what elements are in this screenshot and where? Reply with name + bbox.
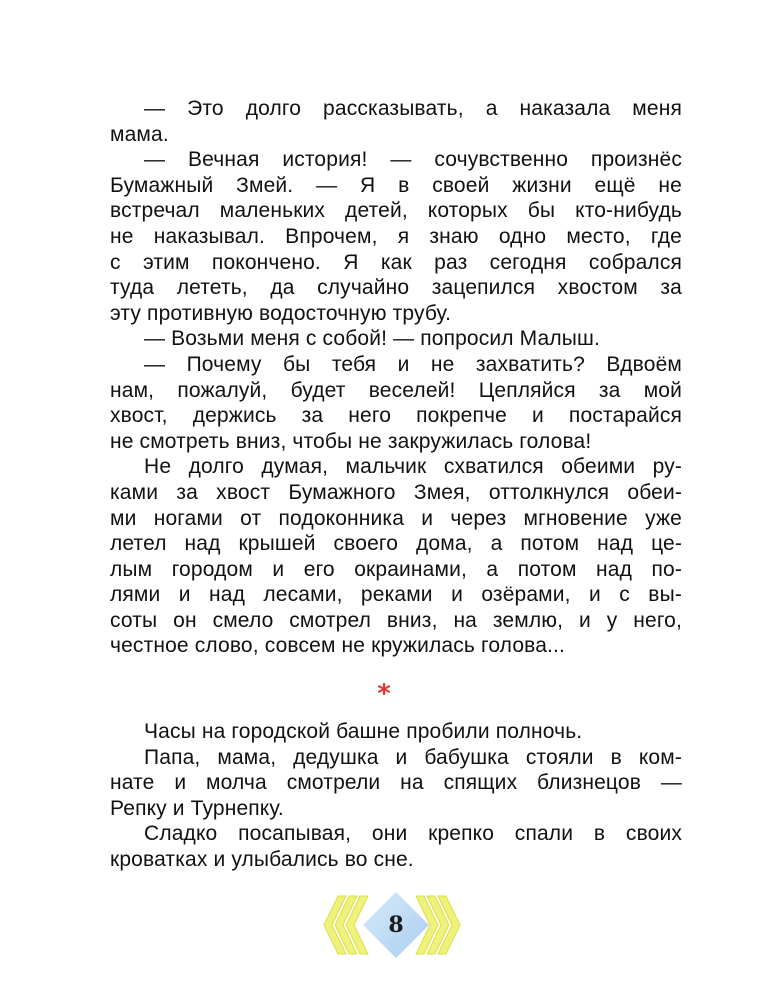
text-line: хвост, держись за него покрепче и постарайся [110,404,682,428]
text-line: нате и молча смотрели на спящих близнецов — [110,771,682,795]
text-line: летел над крышей своего дома, а потом над це- [110,532,682,556]
text-line: Часы на городской башне пробили полночь. [144,720,583,743]
text-line: встречал маленьких детей, которых бы кто-нибудь [110,199,682,223]
divider-star-icon [372,681,396,705]
text-line: туда лететь, да случайно зацепился хвостом за [110,276,682,300]
text-line: Папа, мама, дедушка и бабушка стояли в ком- [144,745,682,769]
text-line: мама. [110,122,169,146]
text-line: кроватках и улыбались во сне. [110,847,414,871]
text-line: Репку и Турнепку. [110,796,284,820]
text-line: не смотреть вниз, чтобы не закружилась голова! [110,429,592,453]
text-block-twins [110,719,682,873]
text-block-story [110,96,682,659]
text-line: Бумажный Змей. — Я в своей жизни ещё не [110,173,682,197]
text-line: честное слово, совсем не кружилась голова... [110,634,566,658]
text-line: — Это долго рассказывать, а наказала меня [144,97,682,120]
text-line: соты он смело смотрел вниз, на землю, и у него, [110,608,682,632]
text-line: — Вечная история! — сочувственно произнёс [144,148,682,172]
text-line: с этим покончено. Я как раз сегодня собрался [110,250,682,274]
text-line: нам, пожалуй, будет веселей! Цепляйся за мой [110,378,682,402]
text-line: не наказывал. Впрочем, я знаю одно место, где [110,224,682,248]
page-number: 8 [388,912,404,938]
text-line: лым городом и его окраинами, а потом над по- [110,557,682,581]
text-line: Не долго думая, мальчик схватился обеими ру- [144,455,682,479]
text-line: Сладко посапывая, они крепко спали в своих [144,822,682,846]
text-line: эту противную водосточную трубу. [110,301,452,325]
divider-star-glyph: * [377,681,391,705]
text-line: — Возьми меня с собой! — попросил Малыш. [144,327,601,351]
text-line: — Почему бы тебя и не захватить? Вдвоём [144,352,682,376]
text-line: ми ногами от подоконника и через мгновение уже [110,506,682,530]
text-line: ками за хвост Бумажного Змея, оттолкнулся обеи- [110,480,682,504]
text-line: лями и над лесами, реками и озёрами, и с вы- [110,583,682,607]
